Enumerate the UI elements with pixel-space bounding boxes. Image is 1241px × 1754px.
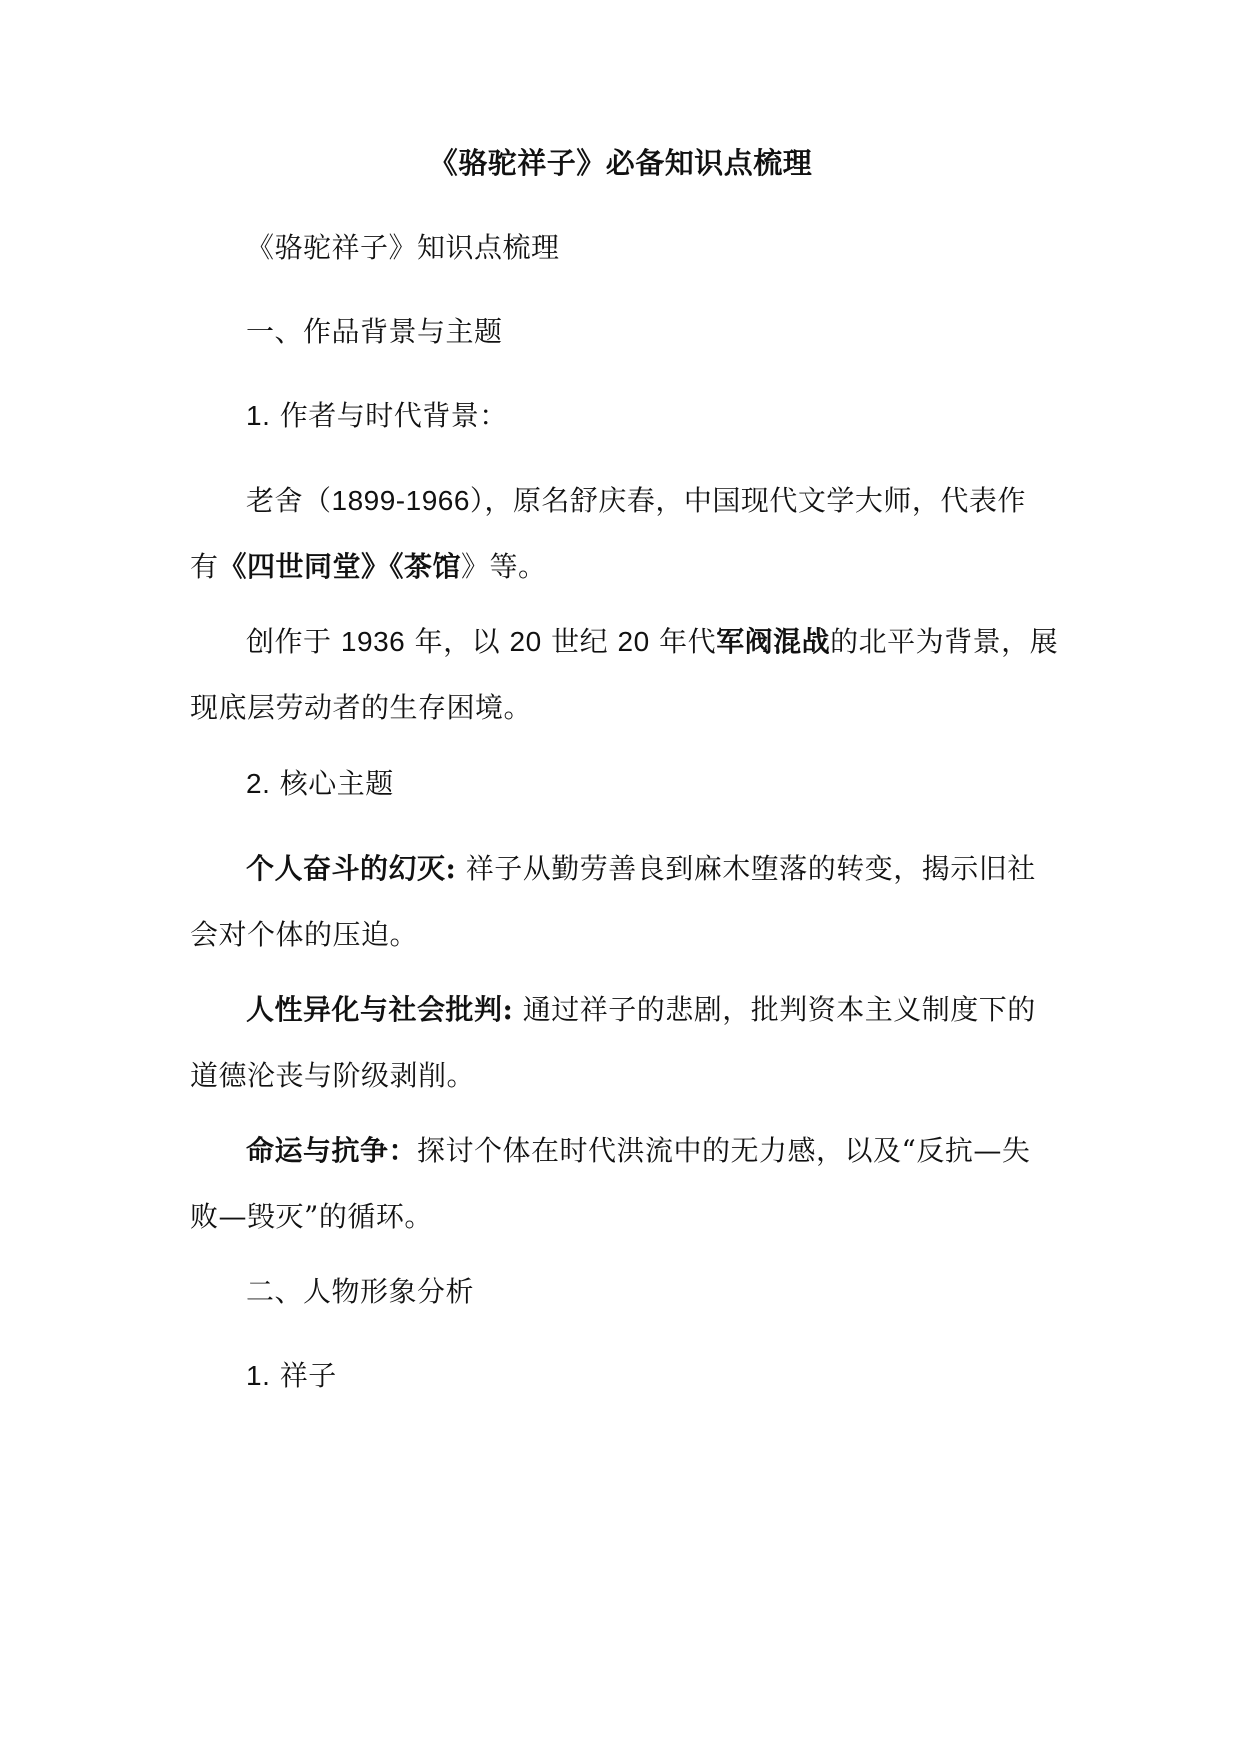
warlord-era: 军阀混战	[716, 625, 831, 658]
text-span: 创作于	[246, 625, 332, 658]
paragraph-line	[190, 468, 1062, 534]
list-item-label: 核心主题	[279, 767, 394, 800]
theme-heading: 个人奋斗的幻灭:	[246, 852, 457, 885]
paragraph-line: 道德沦丧与阶级剥削。	[190, 1059, 476, 1092]
creation-year: 1936	[340, 626, 406, 657]
text-span: 年代	[659, 625, 717, 658]
paragraph-line	[190, 977, 1062, 1043]
paragraph-line: 败—毁灭”的循环。	[190, 1200, 433, 1233]
theme-paragraph-2	[190, 977, 1062, 1109]
theme-text: 通过祥子的悲剧，批判资本主义制度下的	[522, 993, 1036, 1026]
paragraph-creation	[190, 609, 1062, 741]
author-years: 1899-1966	[331, 485, 470, 516]
list-item-label: 作者与时代背景：	[279, 399, 508, 432]
theme-heading: 人性异化与社会批判:	[246, 993, 514, 1026]
theme-text: 探讨个体在时代洪流中的无力感，以及“反抗—失	[417, 1134, 1031, 1167]
list-item-2	[190, 764, 1116, 804]
section-heading-1: 一、作品背景与主题	[246, 315, 503, 348]
text-span: 年，以	[414, 625, 501, 658]
paragraph-line	[190, 836, 1062, 902]
century-number: 20	[509, 626, 542, 657]
paragraph-line	[190, 534, 1062, 600]
theme-heading: 命运与抗争	[246, 1134, 389, 1167]
text-span: 世纪	[551, 625, 609, 658]
text-span: 有	[190, 550, 219, 583]
document-title: 《骆驼祥子》必备知识点梳理	[428, 146, 813, 180]
paragraph-line	[190, 1118, 1062, 1184]
list-number: 2.	[246, 768, 271, 799]
theme-colon: ：	[388, 1134, 418, 1167]
list-item-1	[190, 396, 1116, 436]
theme-paragraph-3	[190, 1118, 1062, 1250]
list-item-label: 祥子	[279, 1359, 337, 1392]
paragraph-author	[190, 468, 1062, 600]
text-span: 的北平为背景，展	[830, 625, 1059, 658]
representative-works: 《四世同堂》《茶馆	[218, 550, 462, 583]
paragraph-line: 会对个体的压迫。	[190, 918, 419, 951]
list-item-3	[190, 1356, 1116, 1396]
paragraph-line: 现底层劳动者的生存困境。	[190, 691, 533, 724]
paragraph-line	[190, 609, 1062, 675]
subtitle: 《骆驼祥子》知识点梳理	[246, 231, 560, 264]
text-span: 》等。	[461, 550, 547, 583]
text-span: ），原名舒庆春，中国现代文学大师，代表作	[469, 484, 1026, 517]
list-number: 1.	[246, 400, 271, 431]
decade-number: 20	[617, 626, 650, 657]
theme-paragraph-1	[190, 836, 1062, 968]
list-number: 1.	[246, 1360, 271, 1391]
text-span: 老舍（	[246, 484, 332, 517]
theme-text: 祥子从勤劳善良到麻木堕落的转变，揭示旧社	[465, 852, 1036, 885]
section-heading-2: 二、人物形象分析	[246, 1275, 475, 1308]
